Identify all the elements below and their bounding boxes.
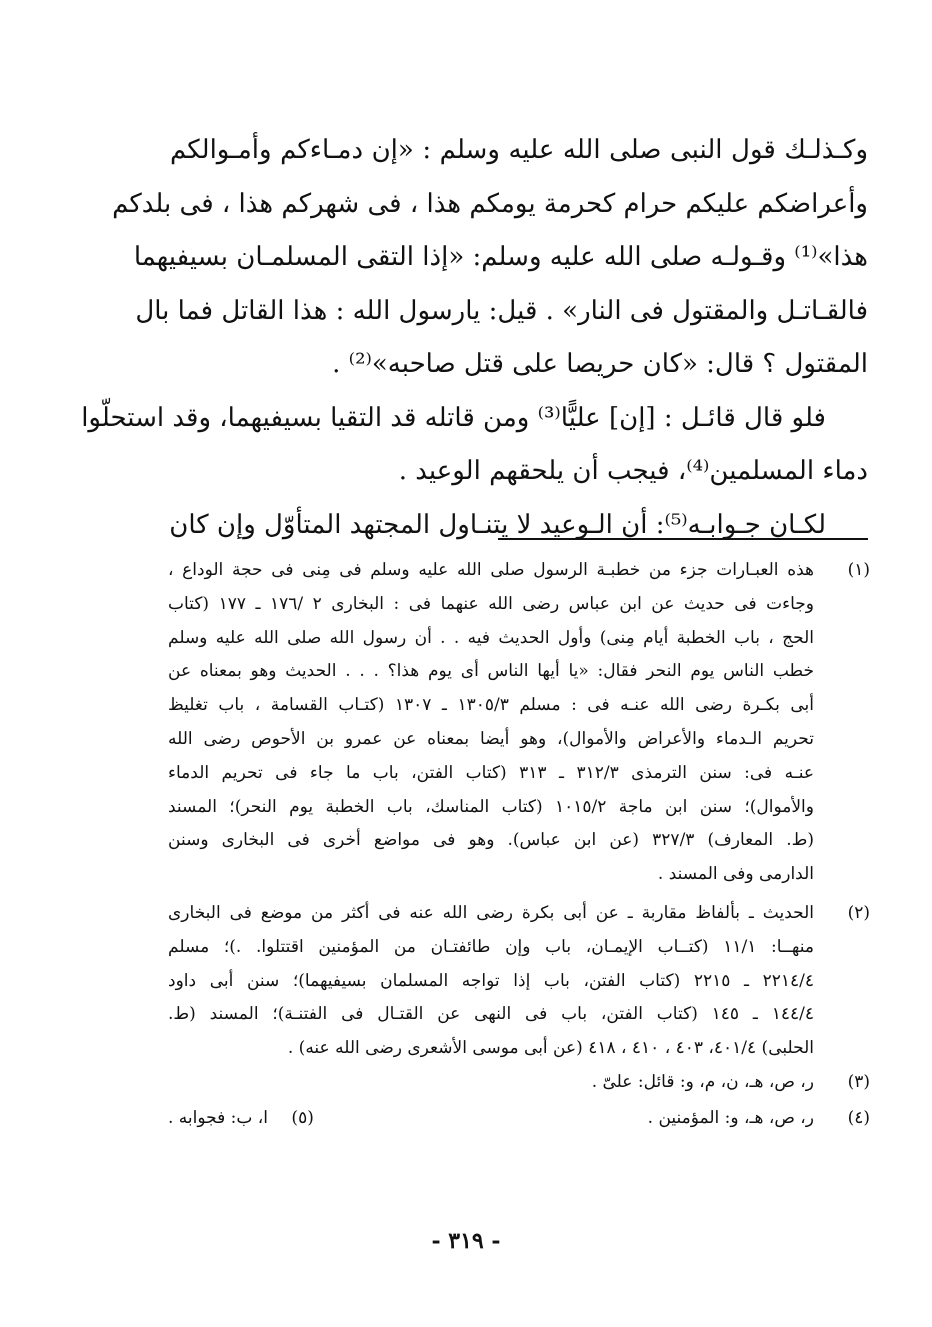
footnote-5 — [168, 1102, 314, 1136]
footnote-line: والأموال)؛ سنن ابن ماجة ١٠١٥/٢ (كتاب المناسك، باب الخطبة يوم النحر)؛ المسند — [168, 796, 814, 817]
main-line: هذا»⁽¹⁾ وقـولـه صلى الله عليه وسلم: «إذا التقى المسلمـان بسيفيهما — [133, 242, 868, 272]
footnote-line: أبى بكـرة رضى الله عنـه فى : مسلم ١٣٠٥/٣ ـ ١٣٠٧ (كتـاب القسامة ، باب تغليظ — [168, 695, 814, 716]
page-number: - ٣١٩ - — [431, 1228, 501, 1254]
footnote-line: هذه العبـارات جزء من خطبـة الرسول صلى الله عليه وسلم فى مِنى فى حجة الوداع ، — [168, 560, 814, 580]
footnote-line: ٢٢١٤/٤ ـ ٢٢١٥ (كتاب الفتن، باب إذا تواجه المسلمان بسيفيهما)؛ سنن أبى داود — [168, 970, 815, 991]
footnote-line: الحلبى) ٤٠١/٤، ٤٠٣ ، ٤١٠ ، ٤١٨ (عن أبى موسى الأشعرى رضى الله عنه) . — [287, 1038, 814, 1059]
footnote-line: الحديث ـ بألفاظ مقاربة ـ عن أبى بكرة رضى الله عنه فى أكثر من موضع فى البخارى — [168, 902, 814, 923]
footnote-line: خطب الناس يوم النحر فقال: «يا أيها الناس أى يوم هذا؟ . . . الحديث وهو بمعناه عن — [168, 661, 814, 682]
footnote-line: عنـه فى: سنن الترمذى ٣١٢/٣ ـ ٣١٣ (كتاب الفتن، باب ما جاء فى تحريم الدماء — [168, 762, 814, 783]
footnote-number: (٤) — [847, 1107, 870, 1128]
footnote-line: ا، ب: فجوابه . — [168, 1107, 269, 1128]
footnote-line: الحج ، باب الخطبة أيام مِنى) وأول الحديث فيه . . أن رسول الله صلى الله عليه وسلم — [168, 627, 814, 648]
main-line: دماء المسلمين⁽⁴⁾، فيجب أن يلحقهم الوعيد . — [398, 456, 868, 486]
footnote-number: (٣) — [847, 1071, 870, 1092]
footnote-line: منهــا: ١١/١ (كتــاب الإيمـان، باب وإن طائفتـان من المؤمنين اقتتلوا. .)؛ مسلم — [168, 936, 814, 957]
footnote-line: الدارمى وفى المسند . — [657, 864, 814, 885]
footnote-3 — [168, 1066, 870, 1100]
main-line: المقتول ؟ قال: «كان حريصا على قتل صاحبه»⁽²⁾ . — [332, 349, 868, 379]
footnote-number: (٥) — [291, 1107, 314, 1128]
footnote-number: (٢) — [847, 902, 870, 923]
footnote-line: ر، ص، هـ، و: المؤمنين . — [647, 1107, 814, 1128]
main-line: فالقـاتـل والمقتول فى النار» . قيل: يارسول الله : هذا القاتل فما بال — [135, 295, 868, 326]
footnote-line: ر، ص، هـ، ن، م، و: قائل: علىّ . — [591, 1071, 814, 1092]
footnotes — [168, 554, 870, 1136]
footnote-line: تحريم الـدماء والأعراض والأموال)، وهو أيضا بمعناه عن عمرو بن الأحوص رضى الله — [168, 728, 814, 749]
main-line: فلو قال قائـل : [إن] عليًّا⁽³⁾ ومن قاتله قد التقيا بسيفيهما، وقد استحلّوا — [81, 402, 826, 433]
main-line: وأعراضكم عليكم حرام كحرمة يومكم هذا ، فى شهركم هذا ، فى بلدكم — [112, 188, 868, 219]
footnote-line: ١٤٤/٤ ـ ١٤٥ (كتاب الفتن، باب فى النهى عن القتـال فى الفتنـة)؛ المسند (ط. — [168, 1004, 814, 1025]
footnote-1 — [168, 554, 870, 892]
footnote-line: وجاءت فى حديث عن ابن عباس رضى الله عنهما فى : البخارى ٢ /١٧٦ ـ ١٧٧ (كتاب — [168, 593, 814, 614]
footnote-row-4-5 — [168, 1102, 870, 1136]
footnote-2 — [168, 897, 870, 1066]
footnote-line: (ط. المعارف) ٣٢٧/٣ (عن ابن عباس). وهو فى مواضع أخرى فى البخارى وسنن — [168, 830, 814, 851]
main-line: وكـذلـك قول النبى صلى الله عليه وسلم : «إن دمـاءكم وأمـوالكم — [170, 135, 868, 165]
main-line: لكـان جـوابـه⁽⁵⁾: أن الـوعيد لا يتنـاول المجتهد المتأوّل وإن كان — [169, 509, 826, 540]
footnote-separator — [498, 538, 868, 540]
footnote-number: (١) — [847, 560, 870, 580]
main-text — [81, 124, 868, 552]
